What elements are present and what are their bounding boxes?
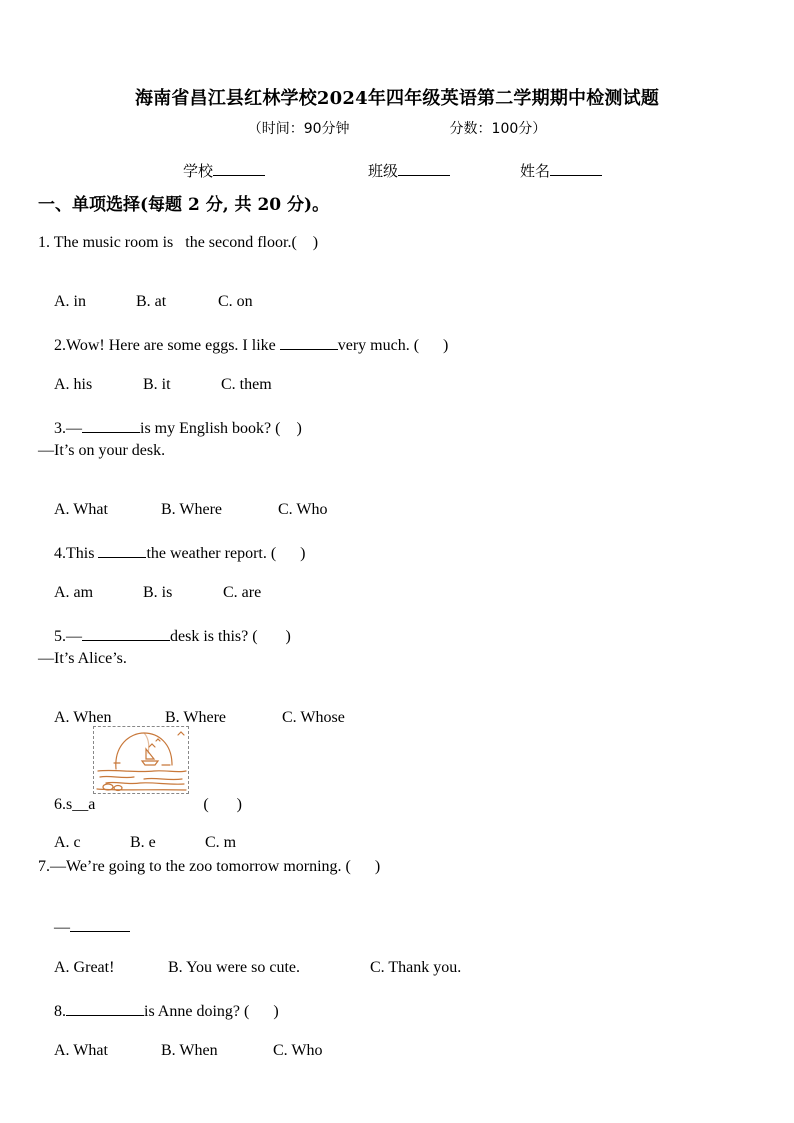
exam-subtitle bbox=[0, 118, 794, 138]
question-7: 7.—We’re going to the zoo tomorrow morning. ( ) bbox=[38, 858, 381, 875]
question-6-answer[interactable]: ( ) bbox=[203, 796, 242, 813]
question-6-text: 6.s__a bbox=[54, 796, 96, 813]
answer-blank[interactable] bbox=[280, 335, 338, 350]
answer-blank[interactable] bbox=[82, 626, 170, 641]
score-label: 分数：100分） bbox=[449, 121, 547, 137]
option-b[interactable]: B. e bbox=[130, 834, 156, 851]
option-a[interactable]: A. What bbox=[54, 501, 108, 518]
name-blank[interactable] bbox=[550, 161, 602, 176]
class-blank[interactable] bbox=[398, 161, 450, 176]
option-c[interactable]: C. m bbox=[205, 834, 237, 851]
answer-blank[interactable] bbox=[66, 1001, 144, 1016]
section-title: 一、单项选择(每题 2 分, 共 20 分)。 bbox=[38, 195, 330, 215]
school-label: 学校 bbox=[183, 162, 214, 180]
class-field[interactable] bbox=[368, 160, 450, 181]
option-b[interactable]: B. Where bbox=[165, 709, 227, 726]
question-5-reply: —It’s Alice’s. bbox=[38, 650, 127, 667]
time-label: （时间：90分钟 bbox=[247, 121, 350, 137]
option-b[interactable]: B. Where bbox=[161, 501, 223, 518]
question-8-text: 8. bbox=[54, 1003, 66, 1020]
answer-blank[interactable] bbox=[70, 917, 130, 932]
question-3-reply: —It’s on your desk. bbox=[38, 442, 166, 459]
option-a[interactable]: A. am bbox=[54, 584, 94, 601]
name-field[interactable] bbox=[520, 160, 602, 181]
question-8-text-end: is Anne doing? ( ) bbox=[144, 1003, 279, 1020]
option-a[interactable]: A. in bbox=[54, 293, 86, 310]
option-c[interactable]: C. Whose bbox=[282, 709, 345, 726]
question-5-options bbox=[38, 691, 345, 745]
option-c[interactable]: C. Thank you. bbox=[370, 959, 462, 976]
question-8-options bbox=[38, 1024, 322, 1078]
question-7-dash: — bbox=[54, 919, 70, 936]
option-a[interactable]: A. When bbox=[54, 709, 112, 726]
option-c[interactable]: C. are bbox=[223, 584, 262, 601]
option-a[interactable]: A. What bbox=[54, 1042, 108, 1059]
option-a[interactable]: A. his bbox=[54, 376, 93, 393]
option-b[interactable]: B. is bbox=[143, 584, 173, 601]
school-field[interactable] bbox=[183, 160, 265, 181]
answer-blank[interactable] bbox=[82, 418, 140, 433]
option-b[interactable]: B. When bbox=[161, 1042, 218, 1059]
option-c[interactable]: C. Who bbox=[278, 501, 328, 518]
option-b[interactable]: B. it bbox=[143, 376, 171, 393]
question-4-text: 4.This bbox=[54, 545, 99, 562]
option-c[interactable]: C. on bbox=[218, 293, 253, 310]
question-3-text-end: is my English book? ( ) bbox=[140, 420, 302, 437]
question-3-text: 3.— bbox=[54, 420, 82, 437]
question-2-text-end: very much. ( ) bbox=[337, 337, 449, 354]
page-title: 海南省昌江县红林学校2024年四年级英语第二学期期中检测试题 bbox=[134, 88, 660, 109]
school-blank[interactable] bbox=[213, 161, 265, 176]
question-1: 1. The music room is the second floor.( ) bbox=[38, 234, 319, 251]
question-5-text: 5.— bbox=[54, 628, 82, 645]
answer-blank[interactable] bbox=[98, 543, 146, 558]
question-5-text-end: desk is this? ( ) bbox=[170, 628, 291, 645]
question-4-text-end: the weather report. ( ) bbox=[146, 545, 306, 562]
option-a[interactable]: A. Great! bbox=[54, 959, 115, 976]
option-c[interactable]: C. them bbox=[221, 376, 272, 393]
option-c[interactable]: C. Who bbox=[273, 1042, 323, 1059]
class-label: 班级 bbox=[368, 162, 399, 180]
question-2-text: 2.Wow! Here are some eggs. I like bbox=[54, 337, 280, 354]
option-b[interactable]: B. at bbox=[136, 293, 167, 310]
name-label: 姓名 bbox=[520, 162, 551, 180]
option-b[interactable]: B. You were so cute. bbox=[168, 959, 300, 976]
option-a[interactable]: A. c bbox=[54, 834, 81, 851]
